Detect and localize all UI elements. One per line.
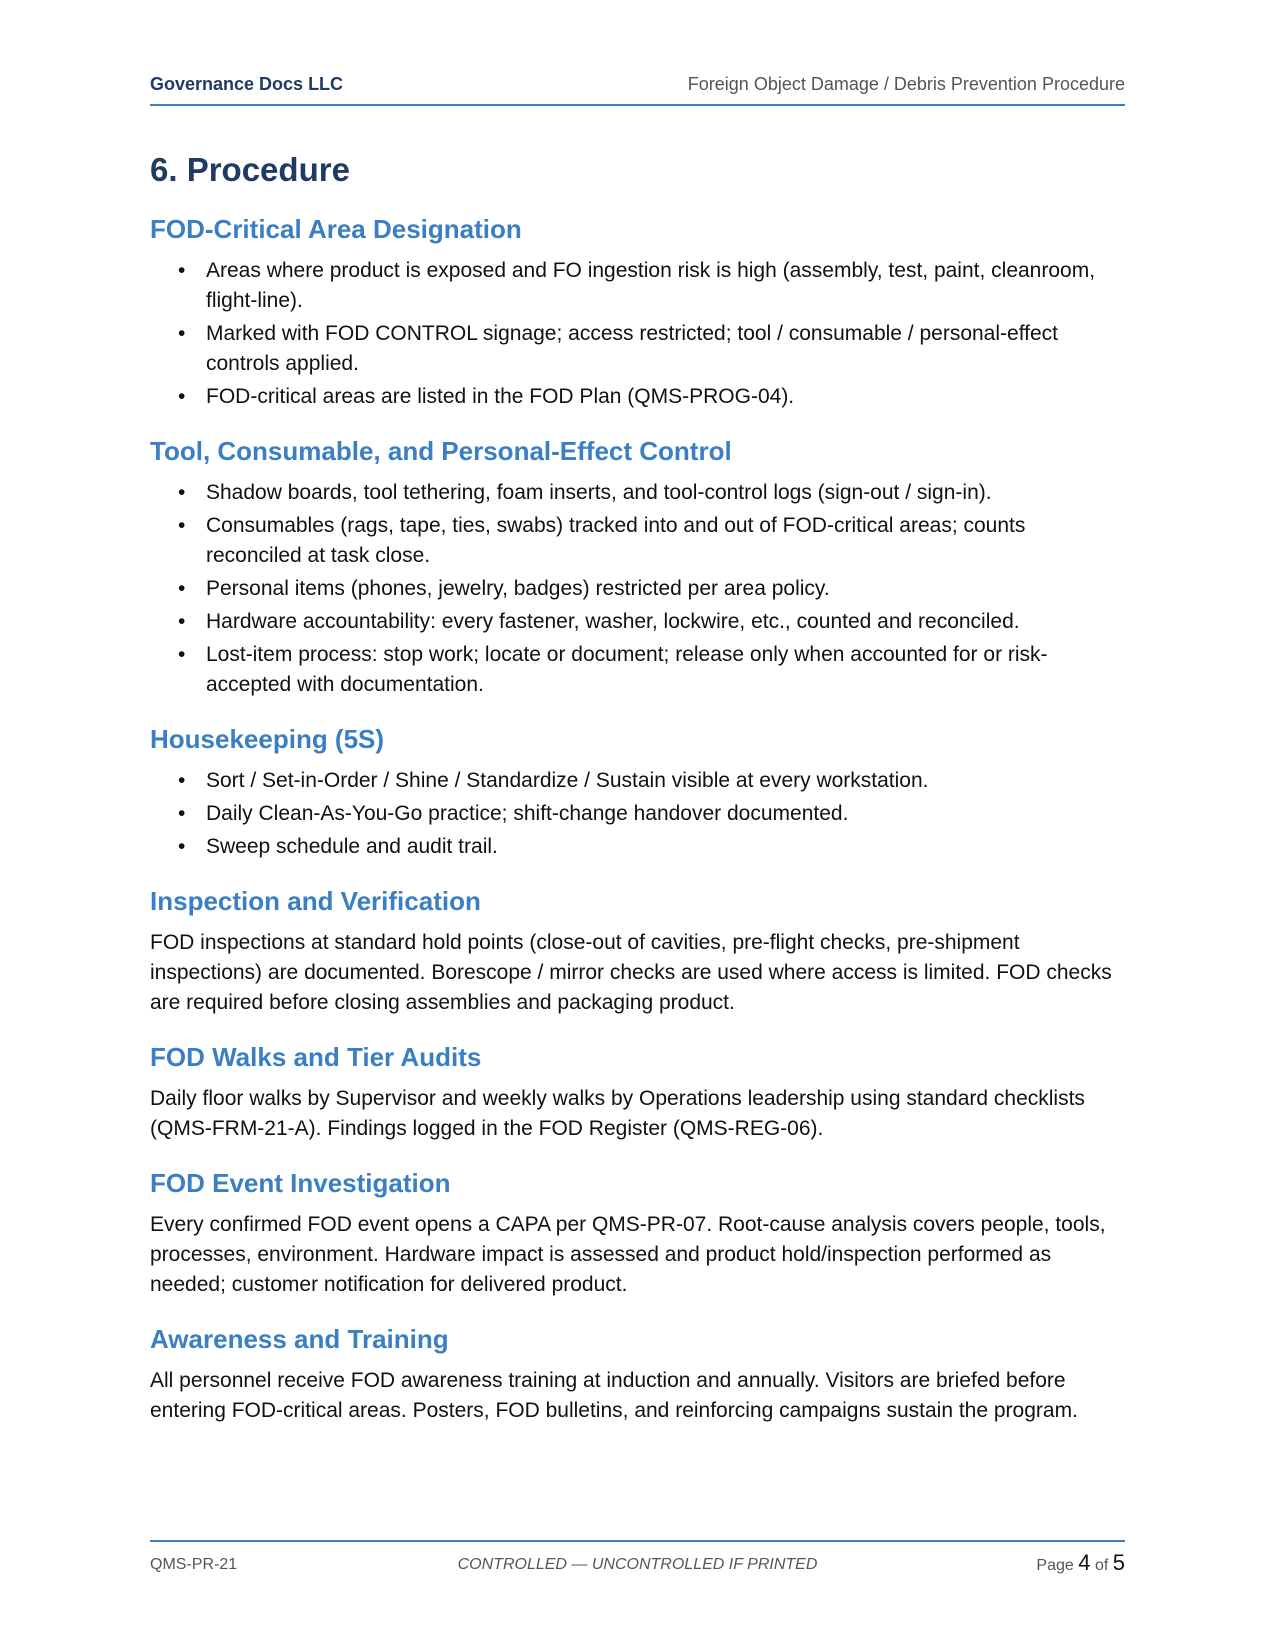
section-paragraph: Daily floor walks by Supervisor and weekly walks by Operations leadership using standard checklists (QMS-FRM-21-A). Findings logged in the FOD Register (QMS-REG-06). <box>150 1087 1085 1140</box>
bullet-list <box>150 766 1125 862</box>
list-item-text: Sort / Set-in-Order / Shine / Standardize / Sustain visible at every workstation. <box>206 769 929 792</box>
list-item <box>150 799 1125 829</box>
section-housekeeping <box>150 722 1125 862</box>
section-inspection <box>150 884 1125 1018</box>
section-heading: FOD-Critical Area Designation <box>150 214 522 244</box>
section-heading: Housekeeping (5S) <box>150 724 385 754</box>
bullet-icon: • <box>178 769 186 792</box>
bullet-list <box>150 478 1125 700</box>
page-footer <box>150 1540 1125 1582</box>
list-item-text: Marked with FOD CONTROL signage; access restricted; tool / consumable / personal-effect controls applied. <box>206 322 1059 375</box>
section-paragraph: Every confirmed FOD event opens a CAPA per QMS-PR-07. Root-cause analysis covers people, tools, processes, environment. Hardware impact is assessed and product hold/inspection performed as needed; customer notification for delivered product. <box>150 1213 1106 1296</box>
list-item-text: Hardware accountability: every fastener, washer, lockwire, etc., counted and reconciled. <box>206 610 1020 633</box>
document-title: Foreign Object Damage / Debris Prevention Procedure <box>687 74 1125 94</box>
section-heading: FOD Event Investigation <box>150 1168 451 1198</box>
list-item-text: Daily Clean-As-You-Go practice; shift-change handover documented. <box>206 802 849 825</box>
bullet-icon: • <box>178 481 186 504</box>
page-total: 5 <box>1112 1550 1125 1575</box>
main-content <box>150 148 1125 1448</box>
section-heading: Awareness and Training <box>150 1324 449 1354</box>
section-heading: FOD Walks and Tier Audits <box>150 1042 482 1072</box>
list-item <box>150 478 1125 508</box>
bullet-icon: • <box>178 259 186 282</box>
list-item <box>150 319 1125 379</box>
control-notice: CONTROLLED — UNCONTROLLED IF PRINTED <box>457 1556 818 1573</box>
section-awareness-training <box>150 1322 1125 1426</box>
list-item-text: Lost-item process: stop work; locate or document; release only when accounted for or risk-accepted with documentation. <box>206 643 1048 696</box>
section-heading: Tool, Consumable, and Personal-Effect Control <box>150 436 732 466</box>
page-title: 6. Procedure <box>150 151 350 188</box>
list-item <box>150 766 1125 796</box>
bullet-icon: • <box>178 610 186 633</box>
list-item-text: Sweep schedule and audit trail. <box>206 835 498 858</box>
list-item <box>150 256 1125 316</box>
document-page <box>150 0 1125 1651</box>
page-of-label: of <box>1094 1557 1109 1574</box>
list-item-text: Areas where product is exposed and FO ingestion risk is high (assembly, test, paint, cleanroom, flight-line). <box>206 259 1096 312</box>
list-item <box>150 382 1125 412</box>
section-event-investigation <box>150 1166 1125 1300</box>
bullet-icon: • <box>178 514 186 537</box>
page-label: Page <box>1036 1557 1074 1574</box>
list-item <box>150 607 1125 637</box>
section-paragraph: All personnel receive FOD awareness training at induction and annually. Visitors are briefed before entering FOD-critical areas. Posters, FOD bulletins, and reinforcing campaigns sustain the program. <box>150 1369 1078 1422</box>
bullet-icon: • <box>178 322 186 345</box>
section-paragraph: FOD inspections at standard hold points (close-out of cavities, pre-flight checks, pre-shipment inspections) are documented. Borescope / mirror checks are used where access is limited. FOD checks are required before closing assemblies and packaging product. <box>150 931 1112 1014</box>
list-item-text: Personal items (phones, jewelry, badges) restricted per area policy. <box>206 577 830 600</box>
bullet-icon: • <box>178 577 186 600</box>
page-current: 4 <box>1078 1550 1091 1575</box>
list-item-text: Consumables (rags, tape, ties, swabs) tracked into and out of FOD-critical areas; counts reconciled at task close. <box>206 514 1026 567</box>
section-area-designation <box>150 212 1125 412</box>
list-item <box>150 832 1125 862</box>
bullet-list <box>150 256 1125 412</box>
document-id: QMS-PR-21 <box>150 1556 238 1573</box>
bullet-icon: • <box>178 385 186 408</box>
section-tool-control <box>150 434 1125 700</box>
bullet-icon: • <box>178 802 186 825</box>
page-header <box>150 70 1125 106</box>
page-number <box>1036 1550 1125 1576</box>
list-item-text: Shadow boards, tool tethering, foam inserts, and tool-control logs (sign-out / sign-in). <box>206 481 992 504</box>
section-heading: Inspection and Verification <box>150 886 481 916</box>
list-item <box>150 640 1125 700</box>
list-item <box>150 511 1125 571</box>
section-fod-walks <box>150 1040 1125 1144</box>
bullet-icon: • <box>178 835 186 858</box>
company-name: Governance Docs LLC <box>150 74 344 94</box>
list-item <box>150 574 1125 604</box>
list-item-text: FOD-critical areas are listed in the FOD Plan (QMS-PROG-04). <box>206 385 795 408</box>
bullet-icon: • <box>178 643 186 666</box>
